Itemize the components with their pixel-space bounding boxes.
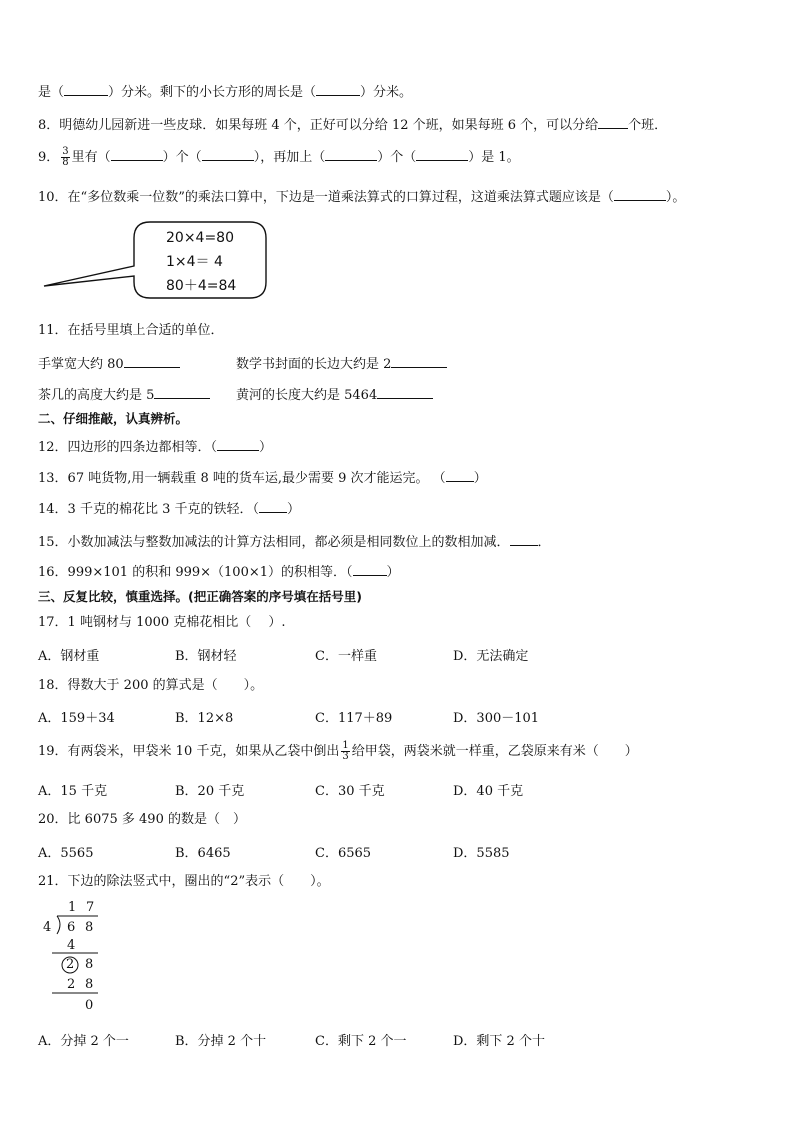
text: 10．在“多位数乘一位数”的乘法口算中，下边是一道乘法算式的口算过程，这道乘法算式题应该是（ [38,190,614,205]
question-20: 20．比 6075 多 490 的数是（ ） [38,812,246,827]
text: ）。 [665,190,686,205]
question-15 [38,532,551,552]
text: ） [473,471,487,486]
answer-blank[interactable] [259,499,287,513]
question-11-row-1b [236,354,447,374]
text: 个班． [628,118,668,133]
text: ）是 1。 [468,150,520,165]
line-continuation [38,82,412,102]
question-8 [38,115,667,135]
answer-blank[interactable] [614,187,666,201]
fraction [341,741,349,762]
text: 19．有两袋米，甲袋米 10 千克，如果从乙袋中倒出 [38,744,340,759]
bubble-line: 80＋4=84 [166,278,237,294]
section-heading-2: 二、仔细推敲，认真辨析。 [38,411,189,426]
option-19-d[interactable]: D．40 千克 [453,784,524,799]
answer-blank[interactable] [111,147,163,161]
text: 14．3 千克的棉花比 3 千克的铁轻．（ [38,502,259,517]
bracket-curve [57,916,60,934]
dividend-digit: 8 [85,920,94,935]
option-17-b[interactable]: B．钢材轻 [175,649,237,664]
text: ）分米。 [360,85,413,100]
final-remainder: 0 [85,998,94,1013]
divisor: 4 [43,920,52,935]
partial-product: 4 [67,938,76,953]
answer-blank[interactable] [154,385,210,399]
text: 11．在括号里填上合适的单位． [38,323,224,338]
question-17: 17．1 吨钢材与 1000 克棉花相比（ ）. [38,615,286,630]
quotient-digit: 1 [68,900,77,915]
dividend-digit: 6 [67,920,76,935]
question-11-row-2 [38,385,210,405]
division-bracket [38,898,118,1018]
option-19-c[interactable]: C．30 千克 [315,784,385,799]
bubble-line: 1×4＝ 4 [166,254,223,270]
question-10 [38,187,685,207]
answer-blank[interactable] [316,82,360,96]
section-heading-3: 三、反复比较，慎重选择。(把正确答案的序号填在括号里) [38,589,362,604]
question-21: 21．下边的除法竖式中，圈出的“2”表示（ ）。 [38,874,330,889]
answer-blank[interactable] [217,437,259,451]
text: 数学书封面的长边大约是 2 [236,357,392,372]
answer-blank[interactable] [124,354,180,368]
answer-blank[interactable] [391,354,447,368]
option-21-d[interactable]: D．剩下 2 个十 [453,1034,545,1049]
text: 给甲袋，两袋米就一样重，乙袋原来有米（ ） [351,744,638,759]
answer-blank[interactable] [353,562,387,576]
answer-blank[interactable] [202,147,254,161]
option-17-a[interactable]: A．钢材重 [38,649,100,664]
quotient-digit: 7 [86,900,95,915]
fraction-denominator: 8 [62,157,69,168]
text: ） [386,565,400,580]
partial-product: 2 [67,977,76,992]
text: 里有（ [71,150,111,165]
text: ）个（ [162,150,202,165]
question-16 [38,562,400,582]
option-18-d[interactable]: D．300－101 [453,711,540,726]
question-18: 18．得数大于 200 的算式是（ ）。 [38,678,264,693]
option-18-b[interactable]: B．12×8 [175,711,234,726]
text: 13．67 吨货物,用一辆载重 8 吨的货车运,最少需要 9 次才能运完。 （ [38,471,446,486]
text: 茶几的高度大约是 5 [38,388,155,403]
partial-product: 8 [85,977,94,992]
remainder-digit: 8 [85,957,94,972]
question-11 [38,322,224,340]
long-division [38,898,118,1018]
fraction-denominator: 3 [342,751,349,762]
text: 15．小数加减法与整数加减法的计算方法相同，都必须是相同数位上的数相加减． [38,535,510,550]
bubble-line: 20×4=80 [166,230,234,246]
question-19 [38,740,638,764]
option-20-c[interactable]: C．6565 [315,846,372,861]
option-18-c[interactable]: C．117＋89 [315,711,393,726]
text: ． [537,535,551,550]
text: 8．明德幼儿园新进一些皮球．如果每班 4 个，正好可以分给 12 个班，如果每班 6 个，可以分给 [38,118,599,133]
answer-blank[interactable] [325,147,377,161]
fraction-numerator: 1 [342,740,349,751]
answer-blank[interactable] [416,147,468,161]
option-20-d[interactable]: D．5585 [453,846,510,861]
option-21-a[interactable]: A．分掉 2 个一 [38,1034,129,1049]
question-11-row-1 [38,354,180,374]
circled-digit: 2 [66,957,75,972]
fraction-numerator: 3 [62,146,69,157]
question-12 [38,437,272,457]
speech-bubble [40,218,272,304]
answer-blank[interactable] [64,82,108,96]
bubble-content [166,226,236,298]
text: 9． [38,150,60,165]
fraction [61,147,69,168]
text: 16．999×101 的积和 999×（100×1）的积相等．（ [38,565,353,580]
text: 手掌宽大约 80 [38,357,124,372]
option-19-b[interactable]: B．20 千克 [175,784,245,799]
question-13 [38,468,487,488]
text: ）个（ [377,150,417,165]
question-14 [38,499,300,519]
text: 是（ [38,85,65,100]
option-18-a[interactable]: A．159＋34 [38,711,115,726]
option-19-a[interactable]: A．15 千克 [38,784,108,799]
text: ），再加上（ [253,150,326,165]
option-20-a[interactable]: A．5565 [38,846,94,861]
question-11-row-2b [236,385,433,405]
option-20-b[interactable]: B．6465 [175,846,231,861]
text: ）分米。剩下的小长方形的周长是（ [108,85,317,100]
text: ） [259,440,273,455]
text: ） [286,502,300,517]
option-17-d[interactable]: D．无法确定 [453,649,529,664]
answer-blank[interactable] [446,468,474,482]
option-21-c[interactable]: C．剩下 2 个一 [315,1034,407,1049]
answer-blank[interactable] [598,115,628,129]
answer-blank[interactable] [510,532,538,546]
text: 黄河的长度大约是 5464 [236,388,378,403]
answer-blank[interactable] [377,385,433,399]
question-9 [38,146,520,170]
text: 12．四边形的四条边都相等．（ [38,440,218,455]
option-21-b[interactable]: B．分掉 2 个十 [175,1034,267,1049]
option-17-c[interactable]: C．一样重 [315,649,377,664]
